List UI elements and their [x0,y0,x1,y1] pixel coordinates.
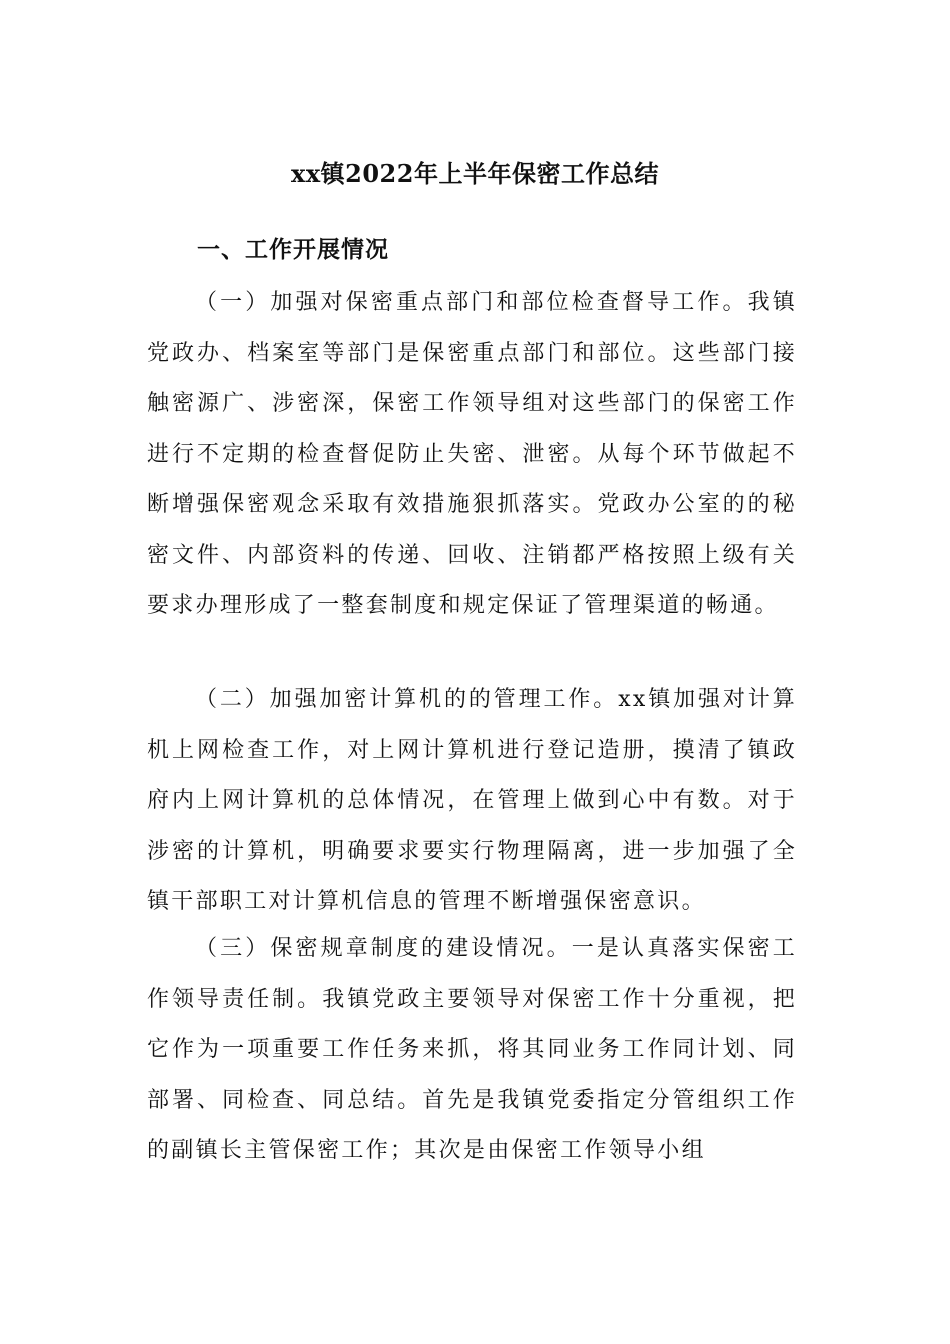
document-title: xx镇2022年上半年保密工作总结 [291,159,659,188]
section-heading: 一、工作开展情况 [197,237,389,263]
paragraph-3: （三）保密规章制度的建设情况。一是认真落实保密工作领导责任制。我镇党政主要领导对保密工作十分重视，把它作为一项重要工作任务来抓，将其同业务工作同计划、同部署、同检查、同总结。首先是我镇党委指定分管组织工作的副镇长主管保密工作；其次是由保密工作领导小组 [147,936,797,1163]
paragraph-1: （一）加强对保密重点部门和部位检查督导工作。我镇党政办、档案室等部门是保密重点部门和部位。这些部门接触密源广、涉密深，保密工作领导组对这些部门的保密工作进行不定期的检查督促防止失密、泄密。从每个环节做起不断增强保密观念采取有效措施狠抓落实。党政办公室的的秘密文件、内部资料的传递、回收、注销都严格按照上级有关要求办理形成了一整套制度和规定保证了管理渠道的畅通。 [147,290,797,618]
paragraph-2: （二）加强加密计算机的的管理工作。xx镇加强对计算机上网检查工作，对上网计算机进行登记造册，摸清了镇政府内上网计算机的总体情况，在管理上做到心中有数。对于涉密的计算机，明确要求要实行物理隔离，进一步加强了全镇干部职工对计算机信息的管理不断增强保密意识。 [147,687,797,914]
